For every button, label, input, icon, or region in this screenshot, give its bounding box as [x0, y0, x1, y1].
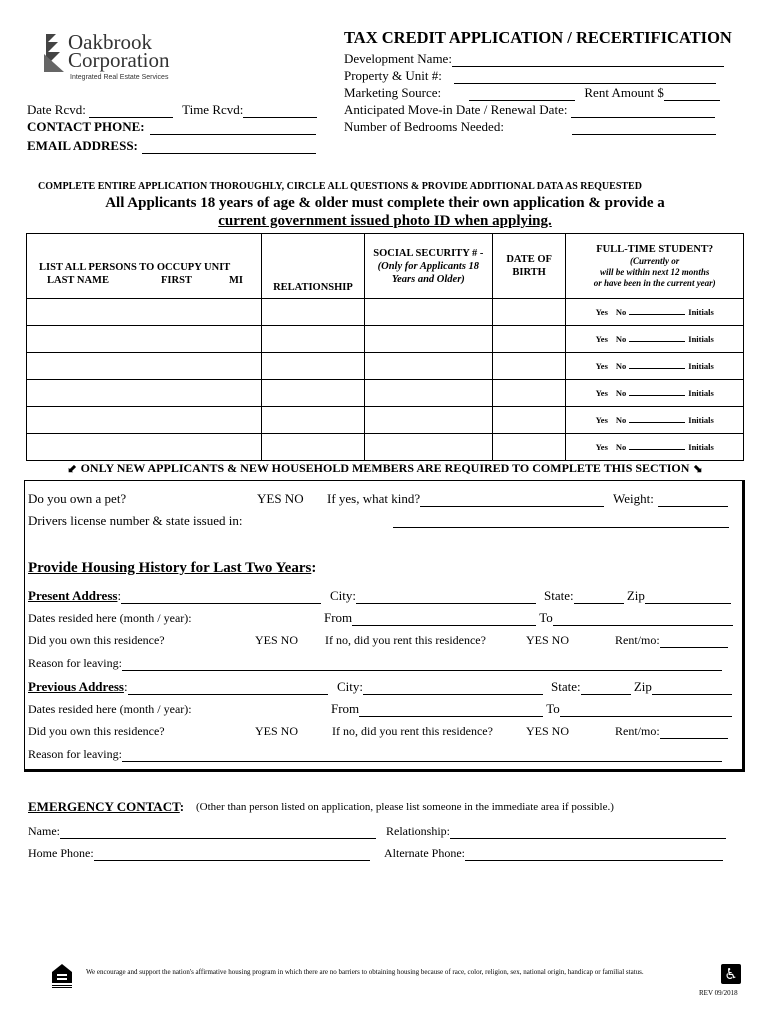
cell-ssn[interactable]: [364, 299, 492, 326]
arrow-down-left-icon: ⬋: [67, 461, 78, 475]
cell-dob[interactable]: [492, 407, 566, 434]
present-address-field: Present Address:: [28, 588, 321, 604]
present-rent-question: If no, did you rent this residence?: [325, 633, 486, 647]
housing-heading-colon: :: [311, 560, 317, 576]
present-state-input[interactable]: [574, 603, 624, 604]
table-row[interactable]: [27, 326, 744, 353]
cell-name[interactable]: [27, 380, 262, 407]
yes-option[interactable]: Yes: [595, 307, 608, 317]
cell-name[interactable]: [27, 326, 262, 353]
cell-name[interactable]: [27, 407, 262, 434]
cell-student[interactable]: [566, 326, 744, 353]
contact-phone-label: CONTACT PHONE:: [27, 119, 145, 134]
previous-city-input[interactable]: [363, 694, 543, 695]
emergency-home-phone-field: [28, 846, 370, 861]
cell-student[interactable]: [566, 299, 744, 326]
cell-relationship[interactable]: [262, 407, 365, 434]
previous-to-input[interactable]: [560, 716, 732, 717]
logo-line2: Corporation: [68, 48, 170, 72]
cell-student[interactable]: [566, 353, 744, 380]
table-row[interactable]: [27, 380, 744, 407]
initials-line[interactable]: [629, 368, 685, 369]
no-option[interactable]: No: [615, 442, 627, 452]
col-ssn-header: [364, 234, 492, 299]
yes-option[interactable]: Yes: [595, 388, 608, 398]
present-city-input[interactable]: [356, 603, 536, 604]
col-first-name-label: FIRST: [161, 275, 192, 286]
initials-label: Initials: [688, 307, 714, 317]
pet-kind-field: [327, 491, 604, 507]
col-persons-label: LIST ALL PERSONS TO OCCUPY UNIT: [39, 262, 231, 273]
complete-instruction: COMPLETE ENTIRE APPLICATION THOROUGHLY, CIRCLE ALL QUESTIONS & PROVIDE ADDITIONAL DATA AS REQUESTED: [38, 181, 642, 192]
yes-option[interactable]: Yes: [595, 361, 608, 371]
present-to-input[interactable]: [553, 625, 733, 626]
pet-kind-input[interactable]: [420, 506, 604, 507]
initials-line[interactable]: [629, 341, 685, 342]
cell-dob[interactable]: [492, 380, 566, 407]
present-from-input[interactable]: [352, 625, 536, 626]
col-student-header: [566, 234, 744, 299]
accessibility-icon: ♿: [721, 964, 741, 984]
pet-yes-no[interactable]: YES NO: [257, 491, 304, 506]
rent-input[interactable]: [664, 100, 720, 101]
previous-state-field: [551, 679, 732, 695]
cell-student[interactable]: [566, 407, 744, 434]
yes-option[interactable]: Yes: [595, 415, 608, 425]
cell-student[interactable]: [566, 380, 744, 407]
email-field: [27, 138, 316, 154]
emergency-note: (Other than person listed on application, please list someone in the immediate area if possible.): [196, 801, 614, 813]
cell-dob[interactable]: [492, 326, 566, 353]
col-dob-label-1: DATE OF: [506, 254, 552, 265]
cell-relationship[interactable]: [262, 380, 365, 407]
contact-phone-field: [27, 119, 316, 135]
previous-state-input[interactable]: [581, 694, 631, 695]
marketing-label: Marketing Source:: [344, 85, 442, 100]
emergency-name-field: [28, 824, 376, 839]
household-table: [26, 233, 744, 461]
date-rcvd-label: Date Rcvd:: [27, 102, 86, 117]
cell-relationship[interactable]: [262, 353, 365, 380]
cell-relationship[interactable]: [262, 326, 365, 353]
previous-dates-label: Dates resided here (month / year):: [28, 702, 192, 716]
previous-city-label: City:: [337, 679, 364, 694]
col-student-note-2: will be within next 12 months: [600, 267, 710, 277]
email-input[interactable]: [142, 153, 316, 154]
movein-input[interactable]: [571, 117, 715, 118]
initials-label: Initials: [688, 415, 714, 425]
col-student-note-1: (Currently or: [630, 256, 680, 266]
present-dates-label: Dates resided here (month / year):: [28, 611, 192, 625]
previous-from-label: From: [331, 701, 360, 716]
table-row[interactable]: [27, 434, 744, 461]
initials-label: Initials: [688, 388, 714, 398]
cell-name[interactable]: [27, 299, 262, 326]
arrow-down-right-icon: ⬊: [692, 461, 703, 475]
col-relationship-header: [262, 234, 365, 299]
development-field: [344, 51, 724, 67]
col-ssn-label: SOCIAL SECURITY # -: [373, 247, 484, 259]
emergency-relationship-label: Relationship:: [386, 824, 450, 838]
property-input[interactable]: [454, 83, 716, 84]
emergency-relationship-field: [386, 824, 726, 839]
bedrooms-field: [344, 119, 716, 135]
date-rcvd-input[interactable]: [89, 117, 173, 118]
col-student-label: FULL-TIME STUDENT?: [596, 244, 714, 255]
initials-line[interactable]: [629, 314, 685, 315]
page-title: TAX CREDIT APPLICATION / RECERTIFICATION: [344, 28, 732, 47]
previous-reason-field: [28, 747, 722, 762]
emergency-heading: [28, 799, 184, 815]
no-option[interactable]: No: [615, 361, 627, 371]
revision-label: REV 09/2018: [699, 989, 738, 997]
contact-phone-input[interactable]: [150, 134, 316, 135]
initials-line[interactable]: [629, 422, 685, 423]
present-address-label: Present Address: [28, 588, 118, 603]
emergency-alt-phone-input[interactable]: [465, 860, 723, 861]
emergency-home-phone-input[interactable]: [94, 860, 370, 861]
logo-tagline: Integrated Real Estate Services: [70, 74, 169, 81]
bedrooms-label: Number of Bedrooms Needed:: [344, 119, 504, 134]
previous-rent-question: If no, did you rent this residence?: [332, 724, 493, 738]
table-row[interactable]: [27, 299, 744, 326]
previous-reason-input[interactable]: [122, 761, 722, 762]
movein-field: [344, 102, 715, 118]
present-own-question: Did you own this residence?: [28, 633, 165, 647]
present-city-label: City:: [330, 588, 357, 603]
housing-heading: [28, 560, 316, 577]
cell-dob[interactable]: [492, 299, 566, 326]
emergency-alt-phone-field: [384, 846, 723, 861]
email-label: EMAIL ADDRESS:: [27, 138, 138, 153]
cell-name[interactable]: [27, 353, 262, 380]
col-ssn-note-2: Years and Older): [391, 273, 465, 285]
present-to-label: To: [539, 610, 553, 625]
new-section-note-text: ONLY NEW APPLICANTS & NEW HOUSEHOLD MEMBERS ARE REQUIRED TO COMPLETE THIS SECTION: [80, 461, 690, 475]
pet-question: Do you own a pet?: [28, 491, 127, 506]
cell-student[interactable]: [566, 434, 744, 461]
date-rcvd-field: [27, 102, 317, 118]
development-label: Development Name:: [344, 51, 452, 66]
cell-ssn[interactable]: [364, 326, 492, 353]
emergency-name-label: Name:: [28, 824, 60, 838]
applicants-instruction-2: current government issued photo ID when applying.: [218, 213, 552, 229]
marketing-field: [344, 85, 720, 101]
present-from-label: From: [324, 610, 353, 625]
col-dob-label-2: BIRTH: [512, 267, 546, 278]
housing-heading-text: Provide Housing History for Last Two Years: [28, 560, 312, 576]
table-row[interactable]: [27, 353, 744, 380]
no-option[interactable]: No: [615, 307, 627, 317]
pet-weight-field: [613, 491, 728, 507]
emergency-home-phone-label: Home Phone:: [28, 846, 94, 860]
col-relationship-label: RELATIONSHIP: [273, 282, 353, 293]
initials-label: Initials: [688, 442, 714, 452]
rent-label: Rent Amount $: [584, 85, 664, 100]
new-section-note: [0, 461, 770, 476]
previous-rent-amount-input[interactable]: [660, 738, 728, 739]
table-row[interactable]: [27, 407, 744, 434]
col-ssn-note-1: (Only for Applicants 18: [377, 260, 480, 272]
property-label: Property & Unit #:: [344, 68, 442, 83]
initials-label: Initials: [688, 334, 714, 344]
present-zip-label: Zip: [626, 588, 645, 603]
emergency-relationship-input[interactable]: [450, 838, 726, 839]
cell-ssn[interactable]: [364, 380, 492, 407]
cell-relationship[interactable]: [262, 299, 365, 326]
previous-state-label: State:: [551, 679, 581, 694]
development-input[interactable]: [452, 66, 724, 67]
cell-name[interactable]: [27, 434, 262, 461]
no-option[interactable]: No: [615, 415, 627, 425]
present-rent-amount-input[interactable]: [660, 647, 728, 648]
table-header-row: [27, 234, 744, 299]
initials-line[interactable]: [629, 395, 685, 396]
previous-own-yes-no[interactable]: YES NO: [255, 724, 299, 738]
present-reason-input[interactable]: [122, 670, 722, 671]
col-last-name-label: LAST NAME: [47, 275, 109, 286]
present-rent-amount-label: Rent/mo:: [615, 633, 660, 647]
movein-label: Anticipated Move-in Date / Renewal Date:: [344, 102, 568, 117]
cell-dob[interactable]: [492, 353, 566, 380]
initials-line[interactable]: [629, 449, 685, 450]
previous-to-label: To: [546, 701, 560, 716]
present-rent-amount-field: [615, 633, 728, 648]
present-rent-yes-no[interactable]: YES NO: [526, 633, 570, 647]
yes-option[interactable]: Yes: [595, 442, 608, 452]
col-mi-label: MI: [229, 275, 243, 286]
present-zip-input[interactable]: [645, 603, 731, 604]
equal-housing-opportunity-icon: [51, 963, 73, 989]
bedrooms-input[interactable]: [572, 134, 716, 135]
present-reason-field: [28, 656, 722, 671]
col-dob-header: [492, 234, 566, 299]
previous-rent-amount-label: Rent/mo:: [615, 724, 660, 738]
pet-weight-input[interactable]: [658, 506, 728, 507]
license-input[interactable]: [393, 527, 729, 528]
col-persons-header: [27, 234, 262, 299]
property-field: [344, 68, 716, 84]
present-state-label: State:: [544, 588, 574, 603]
company-logo: [42, 30, 182, 85]
previous-from-input[interactable]: [359, 716, 543, 717]
present-state-field: [544, 588, 731, 604]
no-option[interactable]: No: [615, 388, 627, 398]
time-rcvd-label: Time Rcvd:: [182, 102, 244, 117]
present-reason-label: Reason for leaving:: [28, 656, 122, 670]
previous-address-input[interactable]: [128, 694, 328, 695]
cell-ssn[interactable]: [364, 353, 492, 380]
previous-zip-label: Zip: [633, 679, 652, 694]
previous-city-field: [337, 679, 543, 695]
initials-label: Initials: [688, 361, 714, 371]
previous-zip-input[interactable]: [652, 694, 732, 695]
previous-rent-amount-field: [615, 724, 728, 739]
marketing-input[interactable]: [469, 100, 575, 101]
fair-housing-statement: We encourage and support the nation's affirmative housing program in which there are no barriers to obtaining housing because of race, color, religion, sex, national origin, handicap or familial status.: [86, 968, 644, 976]
logo-mark-icon: [42, 32, 66, 74]
present-city-field: [330, 588, 536, 604]
no-option[interactable]: No: [615, 334, 627, 344]
cell-relationship[interactable]: [262, 434, 365, 461]
cell-dob[interactable]: [492, 434, 566, 461]
logo-line1: Oakbrook: [68, 30, 152, 54]
pet-kind-label: If yes, what kind?: [327, 491, 421, 506]
pet-weight-label: Weight:: [613, 491, 654, 506]
previous-own-question: Did you own this residence?: [28, 724, 165, 738]
present-own-yes-no[interactable]: YES NO: [255, 633, 299, 647]
previous-address-label: Previous Address: [28, 679, 124, 694]
emergency-alt-phone-label: Alternate Phone:: [384, 846, 465, 860]
previous-from-field: [331, 701, 732, 717]
cell-ssn[interactable]: [364, 434, 492, 461]
present-address-input[interactable]: [121, 603, 321, 604]
time-rcvd-input[interactable]: [243, 117, 317, 118]
present-from-field: [324, 610, 733, 626]
emergency-name-input[interactable]: [60, 838, 376, 839]
applicants-instruction-1: All Applicants 18 years of age & older must complete their own application & provide a: [105, 195, 665, 211]
col-student-note-3: or have been in the current year): [593, 278, 716, 288]
cell-ssn[interactable]: [364, 407, 492, 434]
yes-option[interactable]: Yes: [595, 334, 608, 344]
license-label: Drivers license number & state issued in:: [28, 513, 243, 528]
previous-reason-label: Reason for leaving:: [28, 747, 122, 761]
previous-rent-yes-no[interactable]: YES NO: [526, 724, 570, 738]
previous-address-field: Previous Address:: [28, 679, 328, 695]
emergency-heading-text: EMERGENCY CONTACT: [28, 799, 180, 814]
emergency-heading-colon: :: [179, 799, 185, 814]
